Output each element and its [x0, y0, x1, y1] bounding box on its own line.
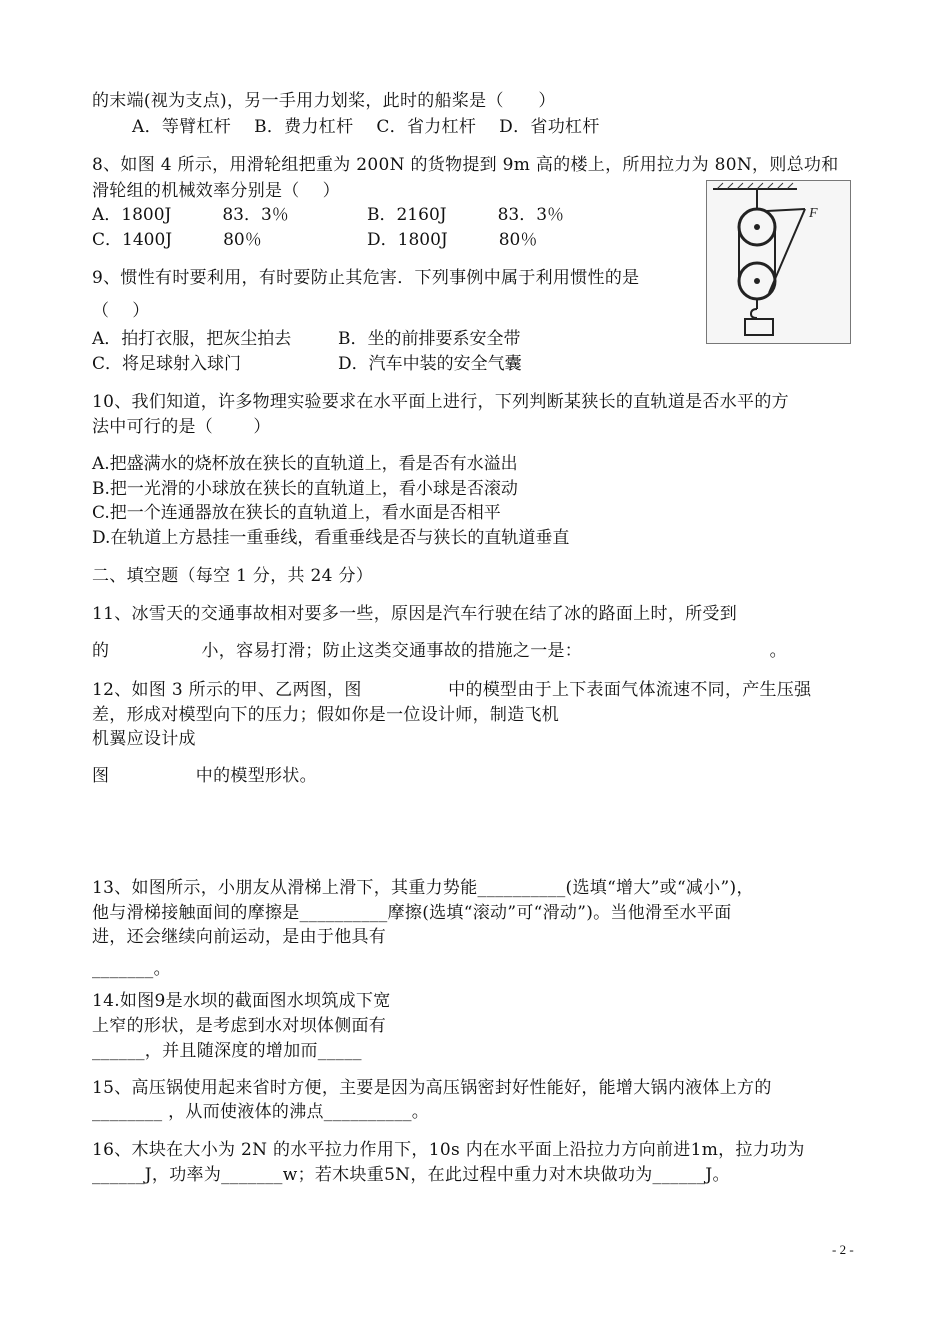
q8-option-a: A．1800J 83．3％ — [92, 205, 289, 225]
q14-line2: 上窄的形状，是考虑到水对坝体侧面有 — [92, 1016, 387, 1036]
q10-option-b: B.把一光滑的小球放在狭长的直轨道上，看小球是否滚动 — [92, 479, 518, 499]
page-number: - 2 - — [832, 1242, 854, 1257]
q16-line1: 16、木块在大小为 2N 的水平拉力作用下，10s 内在水平面上沿拉力方向前进1m，拉力功为 — [92, 1140, 805, 1160]
section-2-heading: 二、填空题（每空 1 分，共 24 分） — [92, 566, 374, 586]
q11-line2: 的 小，容易打滑；防止这类交通事故的措施之一是： 。 — [92, 641, 787, 661]
pulley-diagram — [707, 181, 850, 343]
q10-option-d: D.在轨道上方悬挂一重垂线，看重垂线是否与狭长的直轨道垂直 — [92, 528, 570, 548]
q8-stem-line1: 8、如图 4 所示，用滑轮组把重为 200N 的货物提到 9m 高的楼上，所用拉力为 80N，则总功和 — [92, 155, 839, 175]
q9-option-a: A．拍打衣服，把灰尘拍去 — [92, 329, 292, 349]
force-label: F — [809, 206, 818, 221]
q8-option-c: C．1400J 80％ — [92, 230, 262, 250]
q10-option-c: C.把一个连通器放在狭长的直轨道上，看水面是否相平 — [92, 503, 501, 523]
q15-line1: 15、高压锅使用起来省时方便，主要是因为高压锅密封好性能好，能增大锅内液体上方的 — [92, 1078, 772, 1098]
q12-line2: 差，形成对模型向下的压力；假如你是一位设计师，制造飞机 — [92, 705, 560, 725]
q12-line3: 机翼应设计成 — [92, 729, 196, 749]
q14-line1: 14.如图9是水坝的截面图水坝筑成下宽 — [92, 991, 391, 1011]
q13-line2: 他与滑梯接触面间的摩擦是__________摩擦(选填“滚动”可“滑动”)。当他滑至水平面 — [92, 903, 732, 923]
q9-option-d: D．汽车中装的安全气囊 — [338, 354, 522, 374]
q13-line3: 进，还会继续向前运动，是由于他具有 — [92, 927, 387, 947]
q10-stem-line1: 10、我们知道，许多物理实验要求在水平面上进行，下列判断某狭长的直轨道是否水平的方 — [92, 392, 789, 412]
q13-line4: _______。 — [92, 959, 171, 979]
q7-options: A．等臂杠杆 B．费力杠杆 C．省力杠杆 D．省功杠杆 — [132, 117, 600, 137]
q9-stem-line2: （ ） — [92, 301, 150, 321]
q7-stem-end: 的末端(视为支点)，另一手用力划桨，此时的船桨是（ ） — [92, 91, 556, 111]
q12-line1: 12、如图 3 所示的甲、乙两图，图 中的模型由于上下表面气体流速不同，产生压强 — [92, 680, 812, 700]
q8-option-b: B．2160J 83．3％ — [367, 205, 565, 225]
rope-pull — [767, 209, 805, 211]
q10-stem-line2: 法中可行的是（ ） — [92, 417, 271, 437]
q15-line2: ________ ，从而使液体的沸点__________。 — [92, 1102, 430, 1122]
q10-option-a: A.把盛满水的烧杯放在狭长的直轨道上，看是否有水溢出 — [92, 454, 518, 474]
cargo-block — [745, 319, 773, 335]
q8-stem-line2: 滑轮组的机械效率分别是（ ） — [92, 181, 340, 201]
q13-line1: 13、如图所示，小朋友从滑梯上滑下，其重力势能__________(选填“增大”或“减小”)， — [92, 878, 754, 898]
q16-line2: ______J，功率为_______w；若木块重5N，在此过程中重力对木块做功为______J。 — [92, 1165, 730, 1185]
q8-option-d: D．1800J 80％ — [367, 230, 538, 250]
q11-line1: 11、冰雪天的交通事故相对要多一些，原因是汽车行驶在结了冰的路面上时，所受到 — [92, 604, 738, 624]
q9-option-b: B．坐的前排要系安全带 — [338, 329, 521, 349]
q12-line4: 图 中的模型形状。 — [92, 766, 317, 786]
q9-option-c: C．将足球射入球门 — [92, 354, 242, 374]
hook-icon — [751, 309, 757, 318]
q14-line3: ______，并且随深度的增加而_____ — [92, 1041, 362, 1061]
pulley-figure — [706, 180, 851, 344]
q9-stem-line1: 9、惯性有时要利用，有时要防止其危害．下列事例中属于利用惯性的是 — [92, 268, 640, 288]
